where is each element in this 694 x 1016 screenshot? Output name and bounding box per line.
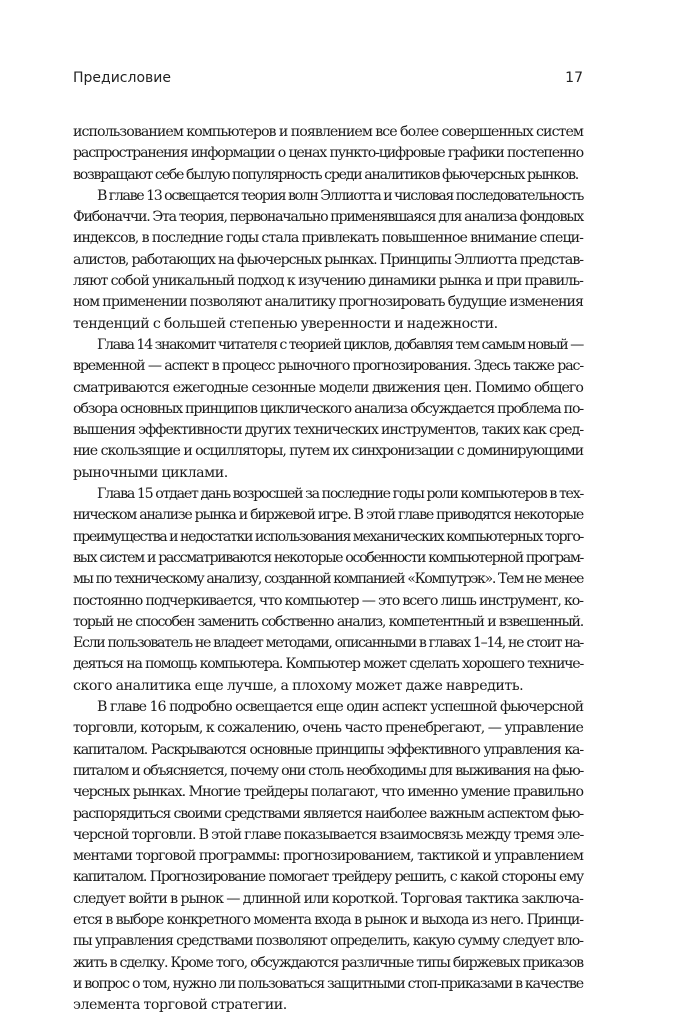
text-line: преимущества и недостатки использования механических компьютерных торго- <box>73 528 583 545</box>
text-line: В главе 13 освещается теория волн Эллиотта и числовая последовательность <box>97 187 583 204</box>
text-line: ется в выборе конкретного момента входа в рынок и выхода из него. Принци- <box>73 911 583 928</box>
body-text <box>73 122 583 1016</box>
text-line: вых систем и рассматриваются некоторые особенности компьютерной програм- <box>73 549 583 566</box>
text-line: жить в сделку. Кроме того, обсуждаются различные типы биржевых приказов <box>73 954 583 971</box>
text-line: капиталом. Прогнозирование помогает трейдеру решить, с какой стороны ему <box>73 869 583 886</box>
paragraph <box>73 697 583 1016</box>
text-line: деяться на помощь компьютера. Компьютер может сделать хорошего техниче- <box>73 656 583 673</box>
text-line: В главе 16 подробно освещается еще один аспект успешной фьючерсной <box>97 699 583 716</box>
chapter-title: Предисловие <box>73 70 171 86</box>
text-line: ническом анализе рынка и биржевой игре. В этой главе приводятся некоторые <box>73 507 583 524</box>
text-line: возвращают себе былую популярность среди аналитиков фьючерсных рынков. <box>73 166 579 183</box>
text-line: Фибоначчи. Эта теория, первоначально применявшаяся для анализа фондовых <box>73 209 583 226</box>
text-line: Глава 15 отдает дань возросшей за последние годы роли компьютеров в тех- <box>97 486 583 503</box>
text-line: ние скользящие и осцилляторы, путем их синхронизации с доминирующими <box>73 443 583 460</box>
paragraph <box>73 186 583 335</box>
running-head <box>73 70 583 90</box>
text-line: распорядиться своими средствами является наиболее важным аспектом фью- <box>73 805 583 822</box>
text-line: Если пользователь не владеет методами, описанными в главах 1–14, не стоит на- <box>73 635 583 652</box>
text-line: ляют собой уникальный подход к изучению динамики рынка и при правиль- <box>73 273 583 290</box>
paragraph <box>73 335 583 484</box>
text-line: постоянно подчеркивается, что компьютер — это всего лишь инструмент, ко- <box>73 592 583 609</box>
text-line: алистов, работающих на фьючерсных рынках. Принципы Эллиотта представ- <box>73 251 583 268</box>
text-line: торговли, которым, к сожалению, очень часто пренебрегают, — управление <box>73 720 583 737</box>
text-line: и вопрос о том, нужно ли пользоваться защитными стоп-приказами в качестве <box>73 975 583 992</box>
book-page <box>73 0 584 1014</box>
text-line: рыночными циклами. <box>73 464 228 481</box>
text-line: ном применении позволяют аналитику прогнозировать будущие изменения <box>73 294 583 311</box>
text-line: торый не способен заменить собственно анализ, компетентный и взвешенный. <box>73 613 583 630</box>
text-line: мы по техническому анализу, созданной компанией «Компутрэк». Тем не менее <box>73 571 583 588</box>
text-line: использованием компьютеров и появлением все более совершенных систем <box>73 124 583 140</box>
text-line: капиталом. Раскрываются основные принципы эффективного управления ка- <box>73 741 583 758</box>
paragraph <box>73 484 583 697</box>
text-line: ментами торговой программы: прогнозированием, тактикой и управлением <box>73 848 583 865</box>
page-number: 17 <box>565 70 583 86</box>
text-line: вышения эффективности других технических инструментов, таких как сред- <box>73 422 584 439</box>
paragraph <box>73 122 583 186</box>
text-line: Глава 14 знакомит читателя с теорией циклов, добавляя тем самым новый — <box>97 336 583 353</box>
text-line: временной — аспект в процесс рыночного прогнозирования. Здесь также рас- <box>73 358 583 375</box>
text-line: распространения информации о ценах пункто-цифровые графики постепенно <box>73 145 583 162</box>
text-line: индексов, в последние годы стала привлекать повышенное внимание специ- <box>73 230 583 247</box>
text-line: ского аналитика еще лучше, а плохому может даже навредить. <box>73 677 524 694</box>
text-line: сматриваются ежегодные сезонные модели движения цен. Помимо общего <box>73 379 583 396</box>
text-line: тенденций с большей степенью уверенности и надежности. <box>73 315 498 332</box>
text-line: пы управления средствами позволяют определить, какую сумму следует вло- <box>73 933 583 950</box>
text-line: черсных рынках. Многие трейдеры полагают, что именно умение правильно <box>73 784 583 801</box>
text-line: следует войти в рынок — длинной или короткой. Торговая тактика заключа- <box>73 890 583 907</box>
text-line: черсной торговли. В этой главе показывается взаимосвязь между тремя эле- <box>73 826 584 843</box>
text-line: питалом и объясняется, почему они столь необходимы для выживания на фью- <box>73 762 583 779</box>
text-line: обзора основных принципов циклического анализа обсуждается проблема по- <box>73 400 583 417</box>
text-line: элемента торговой стратегии. <box>73 997 287 1014</box>
